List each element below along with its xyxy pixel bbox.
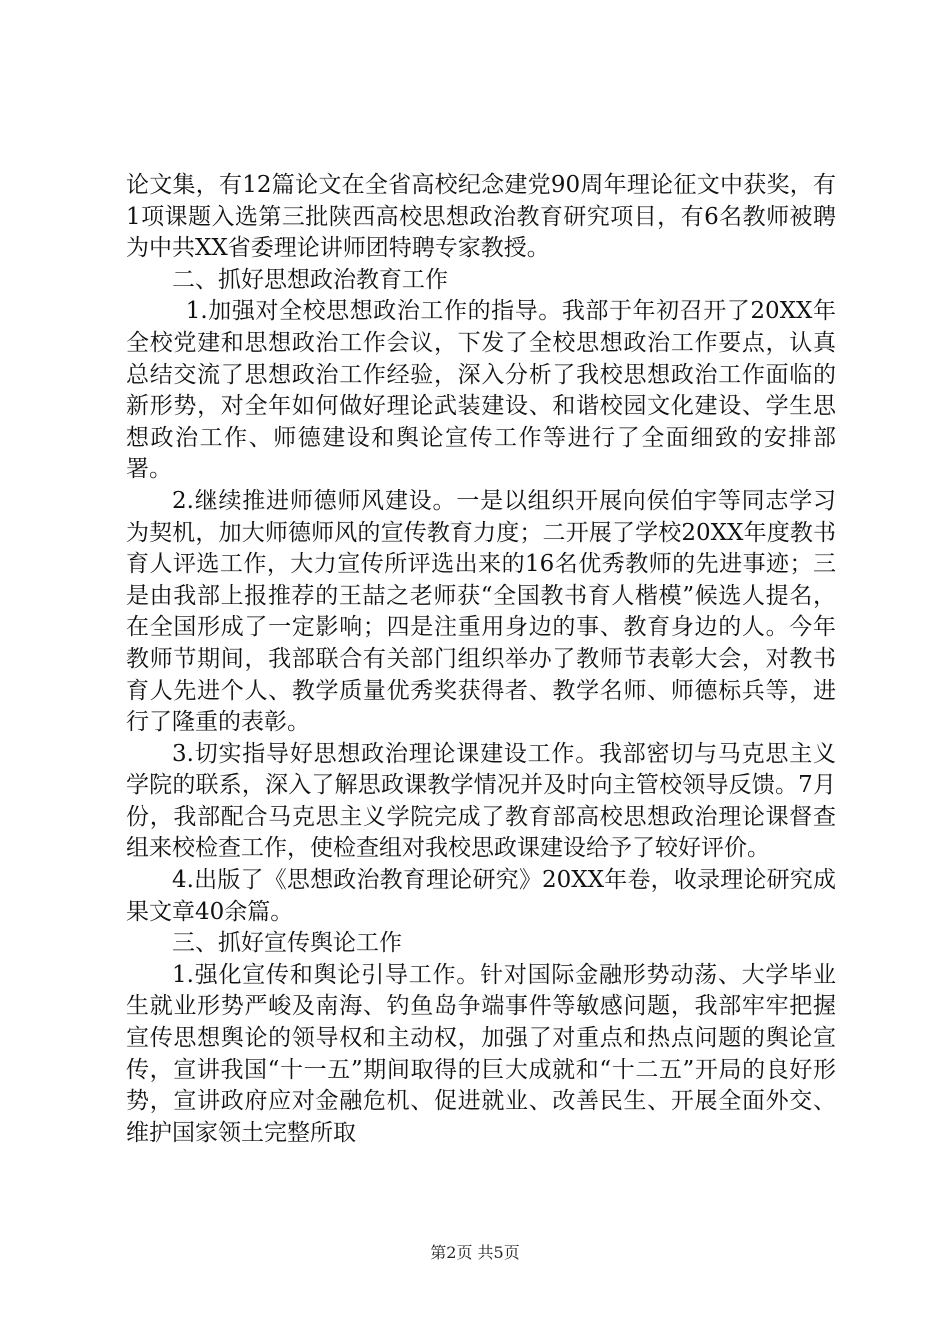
page-footer (0, 1240, 950, 1263)
paragraph-item-2-4: 4.出版了《思想政治教育理论研究》20XX年卷，收录理论研究成果文章40余篇。 (126, 867, 836, 925)
document-body (126, 170, 836, 1149)
paragraph-item-2-3: 3.切实指导好思想政治理论课建设工作。我部密切与马克思主义学院的联系，深入了解思政课教学情况并及时向主管校领导反馈。7月份，我部配合马克思主义学院完成了教育部高校思想政治理论课督查组来校检查工作，使检查组对我校思政课建设给予了较好评价。 (126, 740, 836, 862)
paragraph-item-3-1: 1.强化宣传和舆论引导工作。针对国际金融形势动荡、大学毕业生就业形势严峻及南海、钓鱼岛争端事件等敏感问题，我部牢牢把握宣传思想舆论的领导权和主动权，加强了对重点和热点问题的舆论宣传，宣讲我国“十一五”期间取得的巨大成就和“十二五”开局的良好形势，宣讲政府应对金融危机、促进就业、改善民生、开展全面外交、维护国家领土完整所取 (126, 961, 836, 1146)
paragraph-continuation: 论文集，有12篇论文在全省高校纪念建党90周年理论征文中获奖，有1项课题入选第三批陕西高校思想政治教育研究项目，有6名教师被聘为中共XX省委理论讲师团特聘专家教授。 (126, 172, 836, 262)
paragraph-item-2-1: 1.加强对全校思想政治工作的指导。我部于年初召开了20XX年全校党建和思想政治工作会议，下发了全校思想政治工作要点，认真总结交流了思想政治工作经验，深入分析了我校思想政治工作面临的新形势，对全年如何做好理论武装建设、和谐校园文化建设、学生思想政治工作、师德建设和舆论宣传工作等进行了全面细致的安排部署。 (126, 298, 836, 483)
paragraph-item-2-2: 2.继续推进师德师风建设。一是以组织开展向侯伯宇等同志学习为契机，加大师德师风的宣传教育力度；二开展了学校20XX年度教书育人评选工作，大力宣传所评选出来的16名优秀教师的先进事迹；三是由我部上报推荐的王喆之老师获“全国教书育人楷模”候选人提名，在全国形成了一定影响；四是注重用身边的事、教育身边的人。今年教师节期间，我部联合有关部门组织举办了教师节表彰大会，对教书育人先进个人、教学质量优秀奖获得者、教学名师、师德标兵等，进行了隆重的表彰。 (126, 487, 836, 736)
section-heading-2: 二、抓好思想政治教育工作 (172, 266, 448, 293)
section-heading-3: 三、抓好宣传舆论工作 (172, 930, 402, 957)
page-number: 第2页 共5页 (430, 1243, 520, 1262)
